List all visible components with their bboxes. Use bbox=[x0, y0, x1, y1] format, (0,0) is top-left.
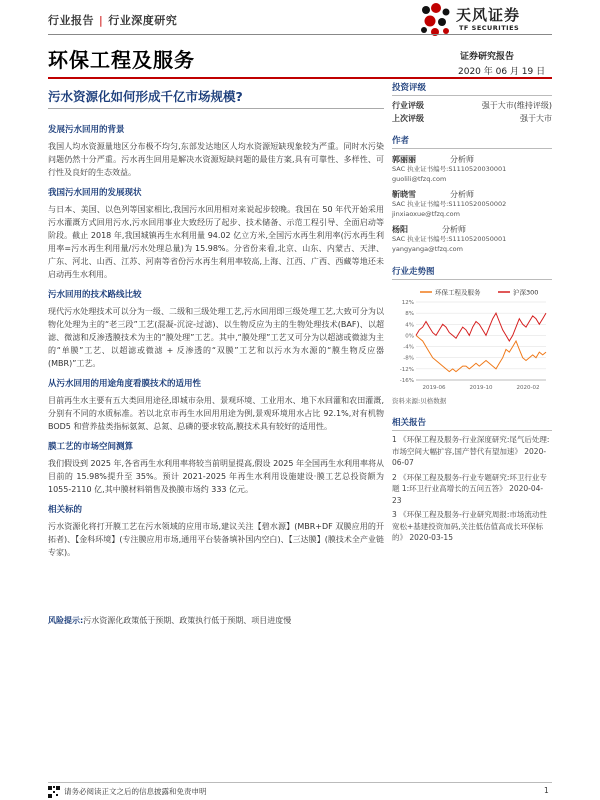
section-market-size bbox=[48, 440, 384, 496]
section-heading: 发展污水回用的背景 bbox=[48, 125, 125, 135]
analyst-card bbox=[392, 224, 552, 254]
rating-row bbox=[392, 112, 552, 125]
section-paragraph: 现代污水处理技术可以分为一级、二级和三级处理工艺,污水回用即三级处理工艺,大致可分为以物化处理为主的“老三段”工艺(混凝-沉淀-过滤)、以生物反应为主的生物处理技术(BAF)、以超滤、微滤和反渗透膜技术为主的“膜处理”工艺。其中,“膜处理”工艺又可分为以超滤或微滤为主的“单膜”工艺、以超滤或微滤 + 反渗透的“双膜”工艺和以污水为水源的“膜生物反应器(MBR)”工艺。 bbox=[48, 307, 384, 368]
analyst-license: SAC 执业证书编号:S1110520030001 bbox=[392, 165, 507, 173]
x-tick-label: 2019-10 bbox=[469, 385, 493, 391]
analyst-role: 分析师 bbox=[450, 155, 474, 164]
y-tick-label: -12% bbox=[399, 366, 414, 373]
analyst-role: 分析师 bbox=[450, 190, 474, 199]
x-tick-label: 2020-02 bbox=[516, 385, 540, 391]
series-line bbox=[416, 335, 546, 371]
analyst-email[interactable]: yangyanga@tfzq.com bbox=[392, 244, 463, 253]
section-heading: 污水回用的技术路线比较 bbox=[48, 290, 142, 300]
section-heading: 从污水回用的用途角度看膜技术的适用性 bbox=[48, 379, 202, 389]
y-tick-label: 8% bbox=[405, 311, 414, 318]
brand-name: 天风证券 bbox=[456, 6, 521, 24]
section-targets bbox=[48, 503, 384, 559]
rating-key: 上次评级 bbox=[392, 114, 424, 123]
report-type: 证券研究报告 bbox=[460, 52, 515, 62]
rating-row bbox=[392, 99, 552, 112]
industry-trend-chart bbox=[392, 286, 552, 394]
analyst-role: 分析师 bbox=[442, 225, 466, 234]
trend-chart-svg bbox=[392, 286, 552, 394]
trend-heading: 行业走势图 bbox=[392, 262, 552, 280]
section-tech-route bbox=[48, 288, 384, 370]
analyst-card bbox=[392, 189, 552, 219]
analyst-email[interactable]: jinxiaoxue@tfzq.com bbox=[392, 209, 460, 218]
page-title: 环保工程及服务 bbox=[48, 48, 195, 72]
report-date: 2020 年 06 月 19 日 bbox=[458, 67, 546, 77]
y-tick-label: -8% bbox=[403, 355, 414, 362]
report-category: 行业报告 | 行业深度研究 bbox=[48, 14, 178, 27]
section-paragraph: 我们假设到 2025 年,各省再生水利用率将较当前明显提高,假设 2025 年全国再生水利用率将从目前的 15.98%提升至 35%。预计 2021-2025 年再生水利用设施建设·膜工艺总投资额为 1055-2110 亿,其中膜材料销售及换膜市场约 333 亿元。 bbox=[48, 459, 384, 494]
brand-logo-icon bbox=[416, 2, 452, 38]
analyst-license: SAC 执业证书编号:S1110520050001 bbox=[392, 235, 507, 243]
brand-name-en: TF SECURITIES bbox=[459, 24, 520, 32]
y-tick-label: -16% bbox=[399, 378, 414, 384]
y-tick-label: 12% bbox=[401, 300, 414, 306]
qr-code-icon bbox=[48, 786, 60, 798]
section-applicability bbox=[48, 377, 384, 433]
related-report[interactable]: 2 《环保工程及服务-行业专题研究:环卫行业专题 1:环卫行业高增长的五问五答》 2020-04-23 bbox=[392, 472, 547, 505]
section-status bbox=[48, 186, 384, 281]
related-report[interactable]: 3 《环保工程及服务-行业研究周报:市场流动性宽松+基建投资加码,关注低估值高成长环保标的》 2020-03-15 bbox=[392, 510, 547, 542]
category-separator: | bbox=[99, 14, 104, 27]
disclaimer-text: 请务必阅读正文之后的信息披露和免责申明 bbox=[64, 787, 207, 796]
rating-value: 强于大市(维持评级) bbox=[481, 101, 552, 110]
section-heading: 我国污水回用的发展现状 bbox=[48, 188, 142, 198]
analyst-card bbox=[392, 154, 552, 184]
section-paragraph: 污水资源化将打开膜工艺在污水领域的应用市场,建议关注【碧水源】(MBR+DF 双膜应用的开拓者)、【金科环境】(专注膜应用市场,通用平台装备填补国内空白)、【三达膜】(膜技术全产业链专家)。 bbox=[48, 522, 384, 557]
series-line bbox=[416, 313, 546, 341]
footer-divider bbox=[48, 782, 552, 783]
rating-key: 行业评级 bbox=[392, 101, 424, 110]
section-heading: 相关标的 bbox=[48, 505, 83, 515]
legend-label: 环保工程及服务 bbox=[435, 288, 481, 297]
risk-warning bbox=[48, 614, 384, 627]
analyst-name: 杨阳 bbox=[392, 225, 408, 234]
related-report[interactable]: 1 《环保工程及服务-行业深度研究:尾气后处理:市场空间大幅扩容,国产替代有望加速》 2020-06-07 bbox=[392, 435, 550, 467]
section-background bbox=[48, 123, 384, 179]
risk-text: 污水资源化政策低于预期、政策执行低于预期、项目进度慢 bbox=[83, 616, 292, 625]
section-paragraph: 与日本、美国、以色列等国家相比,我国污水回用相对来说起步较晚。我国在 50 年代开始采用污水灌溉方式回用污水,污水回用事业大致经历了起步、技术储备、示范工程引导、全面启动等阶段。截止 2018 年,我国城镇再生水利用量 94.02 亿立方米,全国污水再生利用率(污水再生利用率=污水再生利用量/污水处理总量)为 15.98%。分省份来看,北京、山东、内蒙古、天津、广东、河北、山西、江苏、河南等省份污水再生利用率较高,上海、江西、广西、西藏等地还未启动再生水利用。 bbox=[48, 205, 384, 279]
subtitle-divider bbox=[48, 108, 384, 109]
y-tick-label: 0% bbox=[405, 333, 414, 340]
author-heading: 作者 bbox=[392, 131, 552, 149]
y-tick-label: 4% bbox=[405, 322, 414, 329]
y-tick-label: -4% bbox=[403, 344, 414, 351]
legend-label: 沪深300 bbox=[513, 288, 539, 297]
rating-value: 强于大市 bbox=[520, 114, 552, 123]
section-paragraph: 目前再生水主要有五大类回用途径,即城市杂用、景观环境、工业用水、地下水回灌和农田灌溉,分别有不同的水质标准。若以北京市再生水回用用途为例,景观环境用水占比 92.1%,对有机物 BOD5 和营养盐类指标氨氮、总氮、总磷的要求较高,膜技术具有较好的适用性。 bbox=[48, 396, 384, 431]
x-tick-label: 2019-06 bbox=[422, 385, 446, 391]
analyst-name: 靳晓雪 bbox=[392, 190, 416, 199]
page-number: 1 bbox=[544, 786, 549, 795]
sidebar bbox=[392, 78, 552, 547]
section-paragraph: 我国人均水资源量地区分布极不均匀,东部发达地区人均水资源短缺现象较为严重。同时水污染问题仍然十分严重。污水再生回用是解决水资源短缺问题的最佳方案,具有可靠性、多样性、可行性及良好的生态效益。 bbox=[48, 142, 384, 177]
risk-label: 风险提示: bbox=[48, 616, 84, 625]
related-heading: 相关报告 bbox=[392, 413, 552, 431]
header-divider bbox=[48, 34, 552, 35]
analyst-license: SAC 执业证书编号:S1110520050002 bbox=[392, 200, 507, 208]
analyst-name: 郭丽丽 bbox=[392, 155, 416, 164]
summary-column bbox=[48, 116, 384, 559]
section-heading: 膜工艺的市场空间测算 bbox=[48, 442, 134, 452]
chart-source: 资料来源:贝格数据 bbox=[392, 397, 447, 405]
report-subtitle: 污水资源化如何形成千亿市场规模? bbox=[48, 89, 243, 104]
rating-heading: 投资评级 bbox=[392, 78, 552, 96]
analyst-email[interactable]: guolili@tfzq.com bbox=[392, 174, 447, 183]
